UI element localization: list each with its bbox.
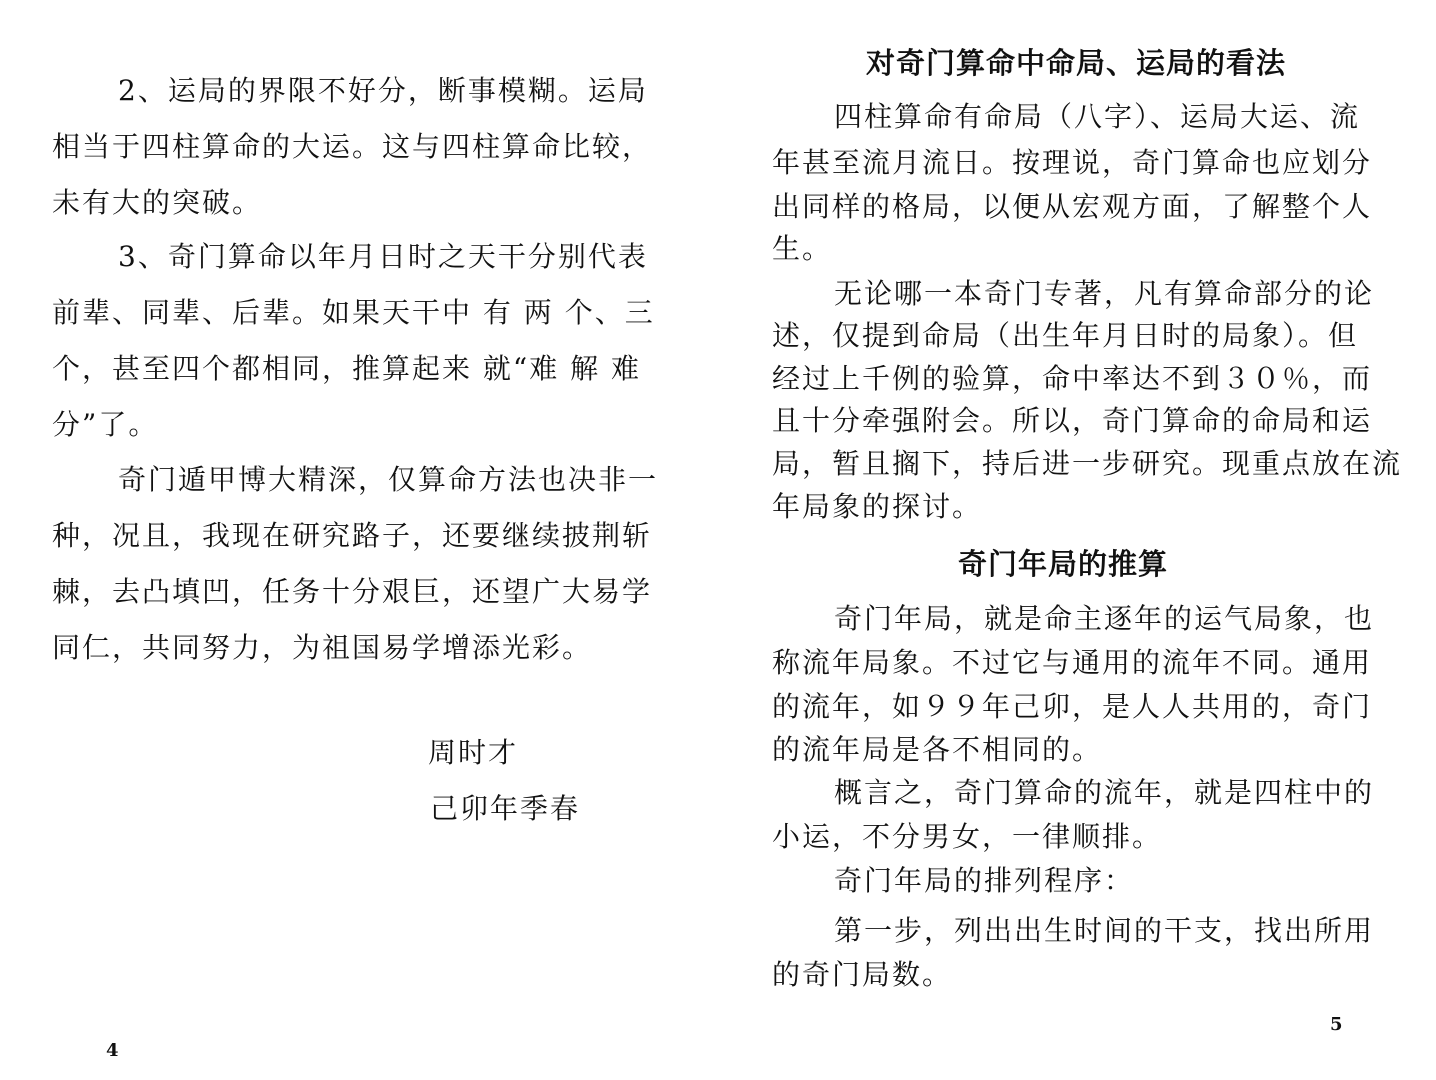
text-line: 的奇门局数。	[772, 958, 953, 991]
text-line: 2、运局的界限不好分，断事模糊。运局	[118, 74, 648, 107]
text-line: 局，暂且搁下，持后进一步研究。现重点放在流	[772, 447, 1403, 480]
section-heading: 奇门年局的推算	[958, 547, 1169, 581]
text-line: 经过上千例的验算，命中率达不到３０％，而	[772, 362, 1373, 395]
text-line: 个，甚至四个都相同，推算起来 就“难 解 难	[52, 352, 642, 385]
text-line: 小运，不分男女，一律顺排。	[772, 820, 1163, 853]
text-line: 无论哪一本奇门专著，凡有算命部分的论	[834, 277, 1375, 310]
text-line: 的流年局是各不相同的。	[772, 733, 1103, 766]
page-number: 5	[1330, 1014, 1343, 1035]
text-line: 3、奇门算命以年月日时之天干分别代表	[118, 240, 648, 273]
text-line: 前辈、同辈、后辈。如果天干中 有 两 个、三	[52, 296, 655, 329]
section-heading: 对奇门算命中命局、运局的看法	[866, 46, 1287, 80]
text-line: 四柱算命有命局（八字）、运局大运、流	[834, 100, 1361, 133]
text-line: 且十分牵强附会。所以，奇门算命的命局和运	[772, 404, 1373, 437]
text-line: 称流年局象。不过它与通用的流年不同。通用	[772, 646, 1373, 679]
text-line: 同仁，共同努力，为祖国易学增添光彩。	[52, 631, 593, 664]
text-line: 概言之，奇门算命的流年，就是四柱中的	[834, 776, 1375, 809]
text-line: 奇门遁甲博大精深，仅算命方法也决非一	[118, 463, 659, 496]
text-line: 奇门年局的排列程序：	[834, 864, 1135, 897]
text-line: 出同样的格局，以便从宏观方面，了解整个人	[772, 190, 1373, 223]
text-line: 第一步，列出出生时间的干支，找出所用	[834, 914, 1375, 947]
text-line: 的流年，如９９年己卯，是人人共用的，奇门	[772, 690, 1373, 723]
right-page	[718, 0, 1436, 1080]
text-line: 生。	[772, 232, 833, 265]
text-line: 年甚至流月流日。按理说，奇门算命也应划分	[772, 146, 1373, 179]
page-number: 4	[106, 1040, 119, 1061]
text-line: 述，仅提到命局（出生年月日时的局象）。但	[772, 319, 1359, 352]
text-line: 奇门年局，就是命主逐年的运气局象，也	[834, 602, 1375, 635]
signature-author: 周时才	[428, 736, 519, 769]
text-line: 棘，去凸填凹，任务十分艰巨，还望广大易学	[52, 575, 653, 608]
signature-date: 己卯年季春	[430, 792, 581, 825]
text-line: 相当于四柱算命的大运。这与四柱算命比较，	[52, 130, 653, 163]
text-line: 种，况且，我现在研究路子，还要继续披荆斩	[52, 519, 653, 552]
text-line: 分”了。	[52, 408, 159, 441]
text-line: 未有大的突破。	[52, 186, 263, 219]
text-line: 年局象的探讨。	[772, 490, 983, 523]
